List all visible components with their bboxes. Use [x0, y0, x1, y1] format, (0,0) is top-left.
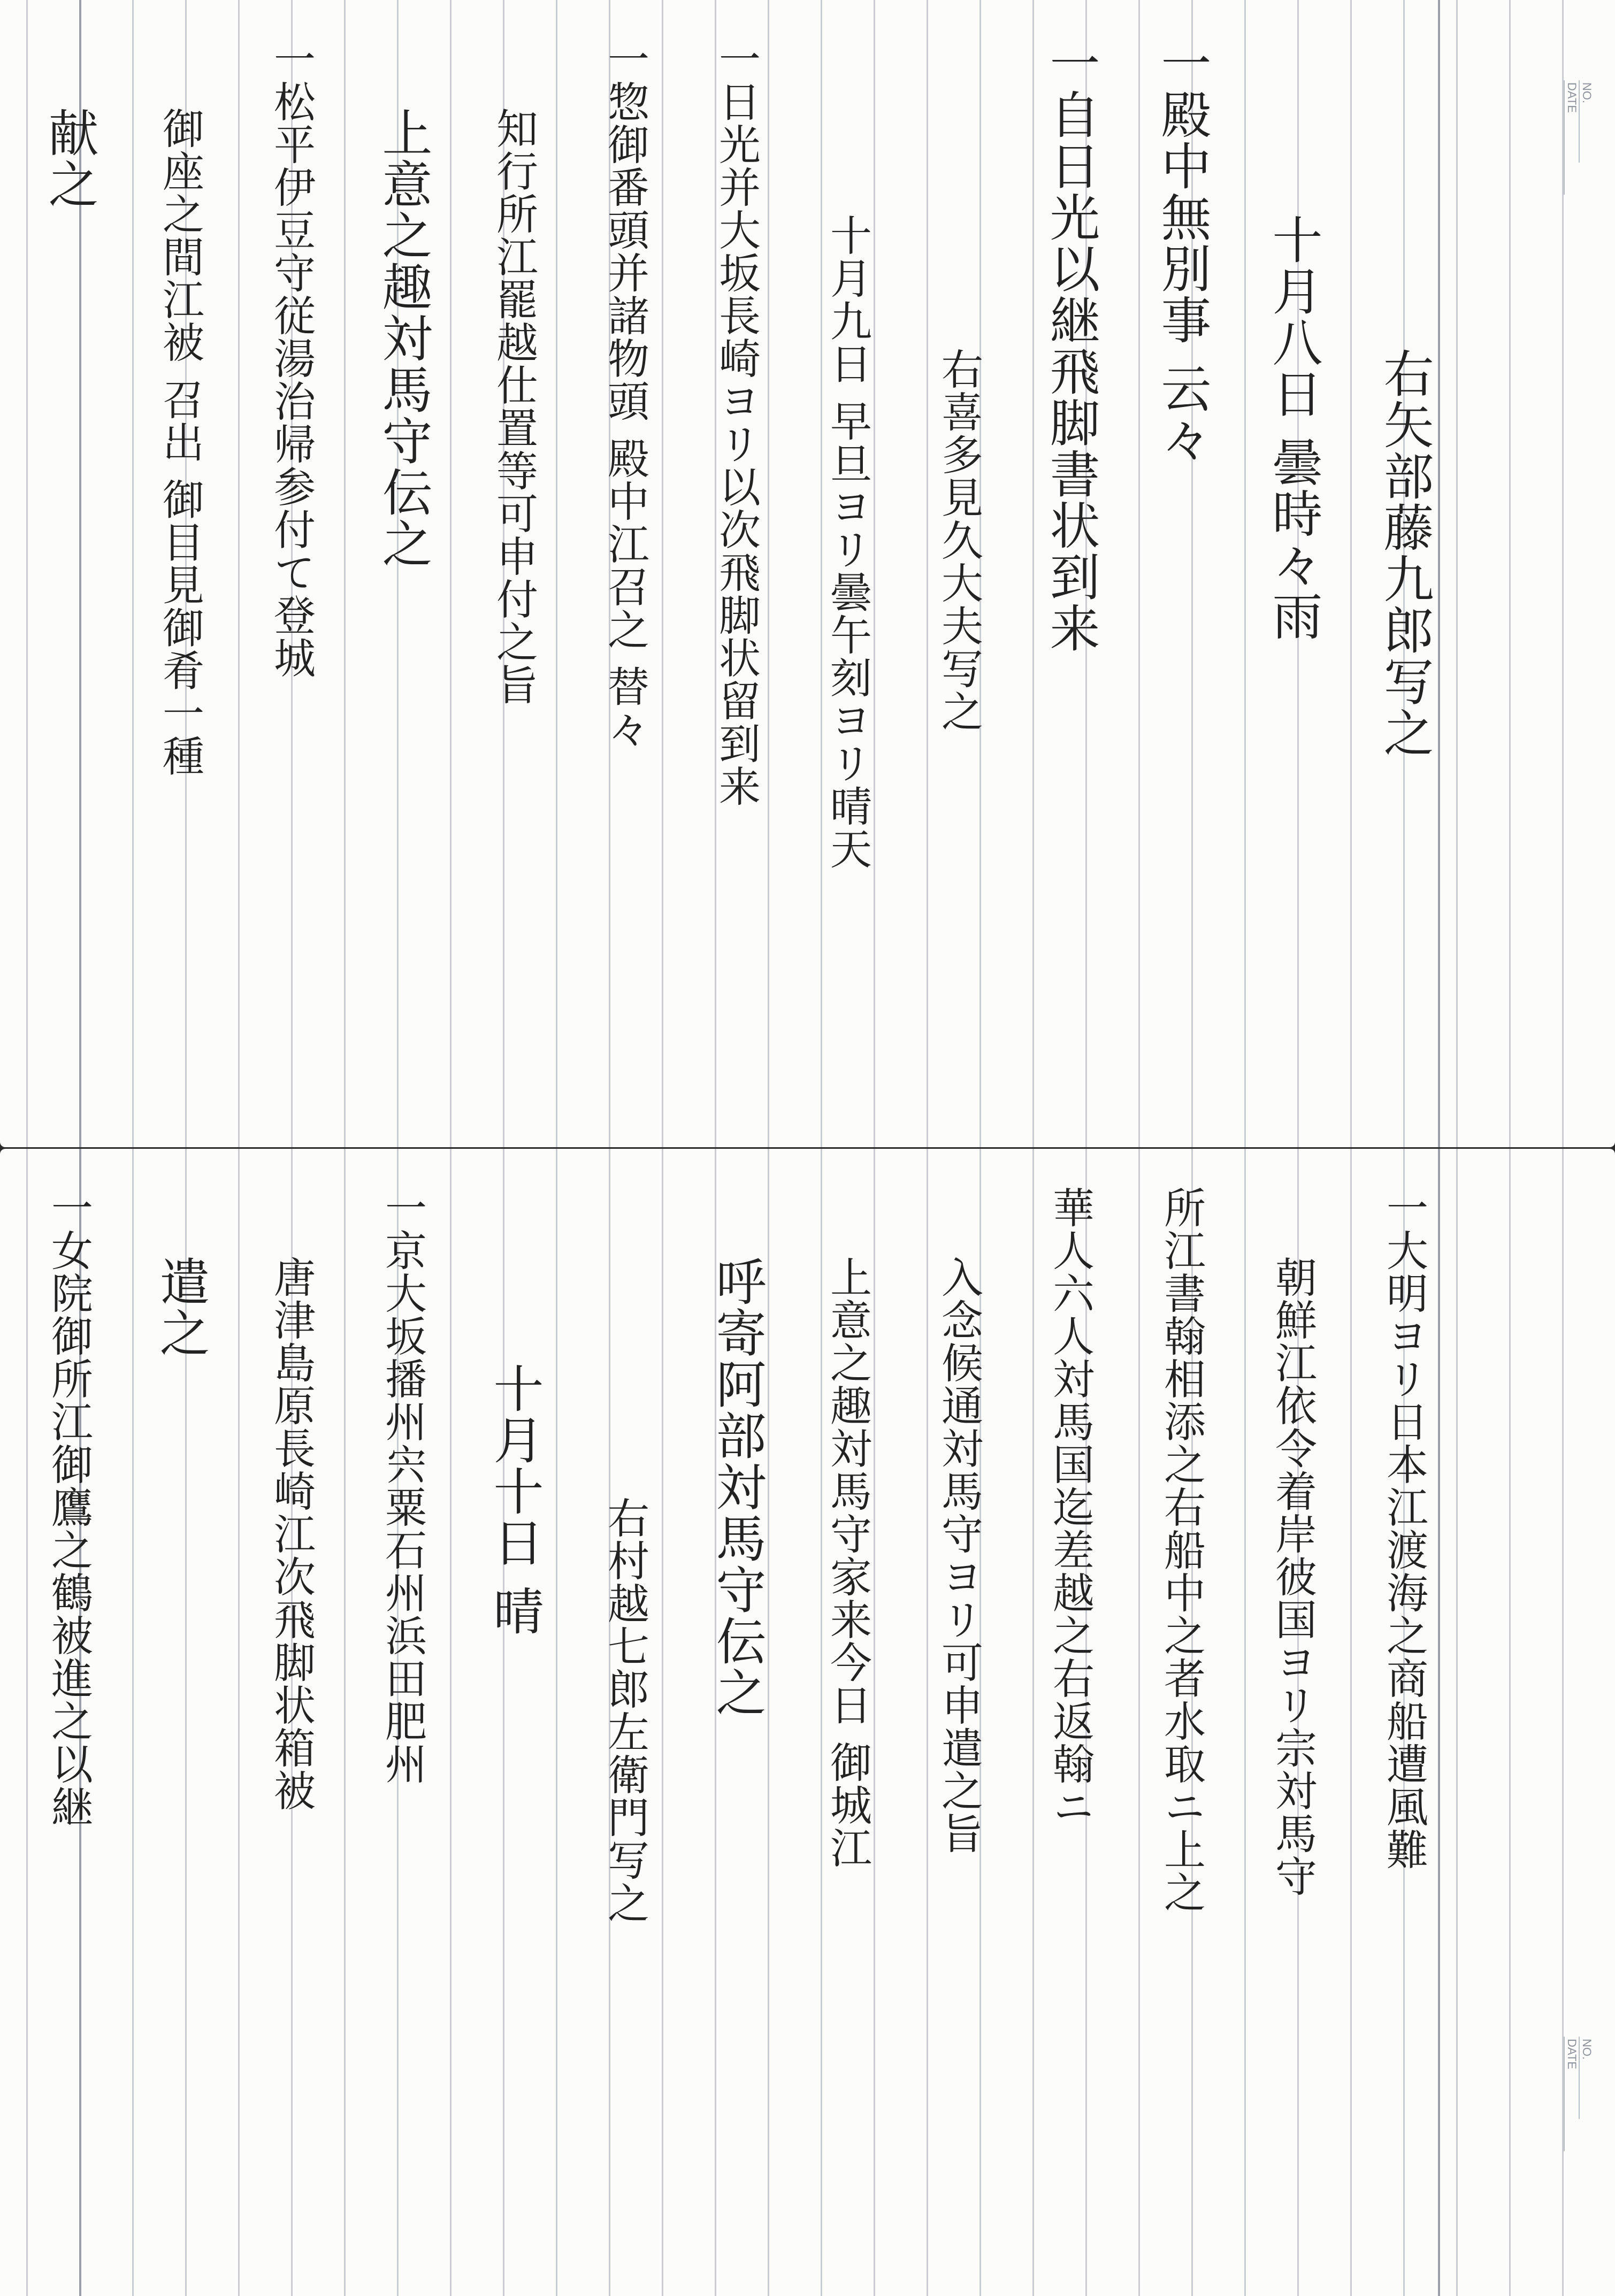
text-column: 右喜多見久大夫写之 — [935, 348, 983, 733]
text-column: 一殿中無別事 云々 — [1152, 37, 1211, 465]
page-stamp — [1556, 80, 1594, 310]
text-column: 華人六人対馬国迄差越之右返翰ニ — [1046, 1186, 1094, 1828]
text-column: 知行所江罷越仕置等可申付之旨 — [489, 107, 538, 706]
text-column: 朝鮮江依令着岸彼国ヨリ宗対馬守 — [1268, 1256, 1317, 1898]
notebook-page-top — [0, 0, 1615, 1147]
text-column: 一惣御番頭并諸物頭 殿中江召之 替々 — [601, 37, 649, 751]
page-number-field: NO. — [1579, 80, 1594, 163]
date-field: DATE — [1564, 2037, 1579, 2151]
page-stamp — [1556, 2037, 1594, 2267]
text-column: 十月九日 早旦ヨリ曇午刻ヨリ晴天 — [823, 214, 871, 870]
text-column: 一女院御所江御鷹之鶴被進之以継 — [44, 1186, 93, 1828]
text-column: 唐津島原長崎江次飛脚状箱被 — [267, 1256, 315, 1812]
date-field: DATE — [1564, 80, 1579, 195]
text-columns — [0, 37, 1444, 1107]
text-column: 入念候通対馬守ヨリ可申遣之旨 — [935, 1256, 983, 1855]
page-number-field: NO. — [1579, 2037, 1594, 2119]
text-column: 一日光并大坂長崎ヨリ以次飛脚状留到来 — [712, 37, 760, 808]
text-column: 一松平伊豆守従湯治帰参付て登城 — [267, 37, 315, 679]
text-column: 御座之間江被 召出 御目見御肴一種 — [156, 107, 204, 778]
text-column: 献之 — [40, 107, 98, 210]
text-column: 遣之 — [151, 1256, 209, 1358]
text-column: 右村越七郎左衛門写之 — [601, 1496, 649, 1924]
text-column: 十月十日 晴 — [485, 1363, 543, 1637]
text-columns — [0, 1186, 1444, 2256]
text-column: 一自日光以継飛脚書状到来 — [1041, 37, 1099, 654]
text-column: 右矢部藤九郎写之 — [1375, 348, 1433, 758]
text-column: 所江書翰相添之右船中之者水取ニ上之 — [1157, 1186, 1205, 1914]
text-column: 呼寄阿部対馬守伝之 — [707, 1256, 766, 1718]
text-column: 上意之趣対馬守伝之 — [373, 107, 432, 569]
notebook-page-bottom — [0, 1149, 1615, 2296]
text-column: 十月八日 曇時々雨 — [1264, 214, 1322, 642]
text-column: 一京大坂播州宍粟石州浜田肥州 — [378, 1186, 426, 1785]
text-column: 上意之趣対馬守家来今日 御城江 — [823, 1256, 871, 1869]
text-column: 一大明ヨリ日本江渡海之商船遭風難 — [1380, 1186, 1428, 1871]
